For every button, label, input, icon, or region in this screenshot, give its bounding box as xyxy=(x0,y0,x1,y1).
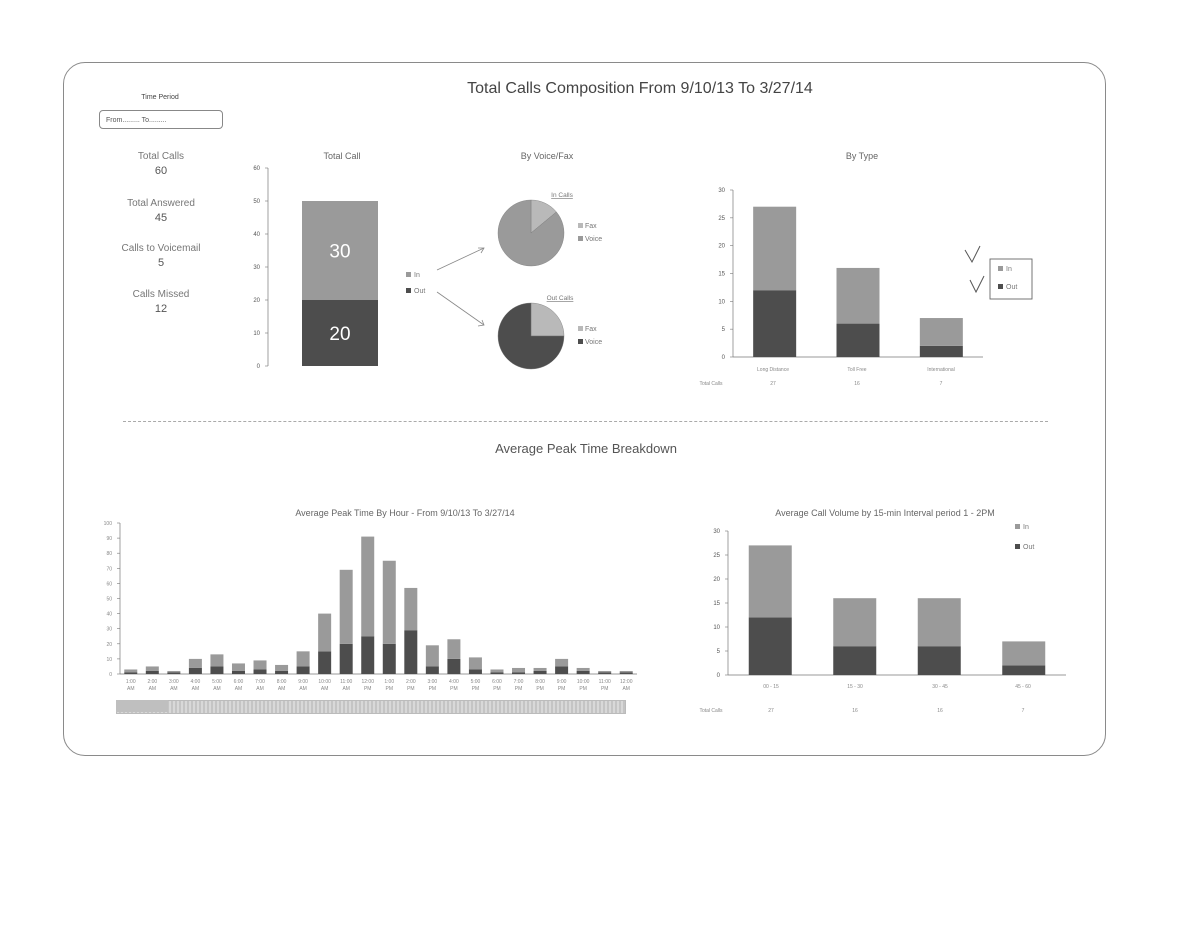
by-type-category-label: Long Distance xyxy=(757,367,789,373)
peak-hour-category-ampm: PM xyxy=(385,686,394,692)
peak-hour-bar-out xyxy=(232,671,245,674)
peak-hour-category-time: 5:00 xyxy=(212,679,222,685)
by-type-row-label: Total Calls xyxy=(699,381,723,387)
total-call-legend-in-swatch xyxy=(406,272,411,277)
peak-hour-category-ampm: AM xyxy=(320,686,329,692)
peak-hour-bar-out xyxy=(447,659,460,674)
by-type-legend-in-swatch xyxy=(998,266,1003,271)
interval-total-label: 7 xyxy=(1021,708,1025,714)
time-period-label: Time Period xyxy=(141,94,179,101)
peak-hour-category-time: 11:00 xyxy=(598,679,611,685)
peak-hour-category-time: 5:00 xyxy=(470,679,481,685)
by-type-legend-in-label: In xyxy=(1006,266,1012,273)
peak-hour-category-time: 8:00 xyxy=(535,679,545,685)
total-call-ytick-label: 20 xyxy=(253,298,260,304)
peak-hour-category-time: 12:00 xyxy=(361,679,374,685)
pie-legend-label: Voice xyxy=(585,236,603,243)
peak-hour-bar-out xyxy=(555,666,568,674)
by-type-total-label: 27 xyxy=(770,381,776,387)
by-type-bar-out xyxy=(920,346,963,357)
peak-hour-bar-in xyxy=(620,671,633,673)
stat-missed-label: Calls Missed xyxy=(132,289,190,300)
peak-hour-bar-in xyxy=(534,668,547,671)
peak-hour-category-ampm: PM xyxy=(600,686,609,692)
peak-hour-bar-in xyxy=(318,614,331,652)
by-type-ytick-label: 0 xyxy=(721,355,725,361)
interval-ytick-label: 5 xyxy=(716,649,720,655)
stat-voicemail-value: 5 xyxy=(157,257,165,269)
peak-hour-ytick-label: 50 xyxy=(106,596,112,603)
peak-hour-category-time: 6:00 xyxy=(492,679,502,685)
peak-hour-ytick-label: 90 xyxy=(106,536,112,543)
peak-hour-category-ampm: PM xyxy=(471,686,480,692)
by-type-ytick-label: 5 xyxy=(721,327,725,334)
peak-hour-bar-in xyxy=(383,561,396,644)
pie-slice-fax xyxy=(531,303,564,336)
interval-ytick-label: 25 xyxy=(713,553,720,559)
peak-hour-bar-in xyxy=(490,669,503,672)
total-call-ytick-label: 50 xyxy=(253,199,260,205)
interval-row-label: Total Calls xyxy=(699,708,723,714)
interval-chart-title: Average Call Volume by 15-min Interval period 1 - 2PM xyxy=(775,508,995,518)
handwritten-legend-box xyxy=(990,259,1032,299)
peak-hour-bar-out xyxy=(490,672,503,674)
peak-hour-category-ampm: AM xyxy=(127,686,135,692)
by-type-total-label: 16 xyxy=(854,381,860,387)
peak-hour-bar-out xyxy=(275,671,288,674)
by-type-ytick-label: 10 xyxy=(718,299,725,306)
by-type-ytick-label: 15 xyxy=(718,271,725,278)
peak-hour-bar-out xyxy=(620,672,633,674)
peak-hour-bar-out xyxy=(254,669,267,674)
stat-total-answered-label: Total Answered xyxy=(127,198,195,209)
interval-ytick-label: 30 xyxy=(713,529,720,535)
voice-fax-chart-title: By Voice/Fax xyxy=(520,151,574,161)
total-call-ytick-label: 30 xyxy=(253,265,260,271)
total-call-ytick-label: 10 xyxy=(253,331,260,337)
by-type-legend-out-label: Out xyxy=(1006,284,1018,291)
stat-total-answered-value: 45 xyxy=(154,212,168,224)
peak-hour-category-ampm: PM xyxy=(579,686,587,692)
interval-category-label: 30 - 45 xyxy=(932,684,948,690)
pie-legend-label: Voice xyxy=(585,339,603,346)
peak-hour-ytick-label: 100 xyxy=(103,521,112,527)
total-call-legend-in-label: In xyxy=(414,272,420,279)
peak-hour-category-time: 3:00 xyxy=(168,679,179,685)
peak-hour-category-ampm: AM xyxy=(213,686,221,692)
peak-hour-bar-out xyxy=(577,671,590,674)
peak-hour-bar-out xyxy=(167,672,180,674)
interval-ytick-label: 0 xyxy=(716,673,720,679)
peak-hour-category-time: 7:00 xyxy=(255,679,265,685)
total-call-chart-title: Total Call xyxy=(323,151,361,161)
peak-hour-category-time: 4:00 xyxy=(449,679,459,685)
peak-hour-category-time: 2:00 xyxy=(405,679,416,685)
interval-ytick-label: 20 xyxy=(713,577,720,583)
peak-hour-ytick-label: 70 xyxy=(106,566,112,573)
peak-hour-ytick-label: 80 xyxy=(106,551,112,558)
peak-hour-ytick-label: 0 xyxy=(109,672,112,678)
pie-legend-label: Fax xyxy=(585,223,597,230)
peak-hour-bar-out xyxy=(146,671,159,674)
stat-total-calls-value: 60 xyxy=(154,165,168,177)
by-type-bar-in xyxy=(753,207,796,291)
peak-hour-bar-in xyxy=(447,639,460,659)
peak-hour-bar-out xyxy=(361,636,374,674)
peak-hour-category-time: 6:00 xyxy=(233,679,244,685)
interval-bar-out xyxy=(1002,665,1045,675)
peak-hour-bar-in xyxy=(469,657,482,669)
peak-hour-bar-in xyxy=(404,588,417,630)
peak-hour-category-ampm: AM xyxy=(234,686,243,692)
peak-hour-bar-in xyxy=(189,659,202,668)
peak-hour-category-ampm: AM xyxy=(342,686,350,692)
peak-hour-category-time: 3:00 xyxy=(427,679,438,685)
peak-hour-category-time: 9:00 xyxy=(556,679,567,685)
peak-hour-category-time: 10:00 xyxy=(318,679,331,685)
pie-legend-swatch xyxy=(578,326,583,331)
page-title: Total Calls Composition From 9/10/13 To 3/27/14 xyxy=(467,80,813,97)
by-type-category-label: International xyxy=(927,367,955,373)
interval-bar-out xyxy=(918,646,961,675)
interval-category-label: 00 - 15 xyxy=(763,684,779,690)
pie-legend-swatch xyxy=(578,223,583,228)
peak-hour-category-ampm: AM xyxy=(277,686,286,692)
peak-hour-bar-in xyxy=(232,663,245,671)
interval-legend-in-swatch xyxy=(1015,524,1020,529)
peak-hour-category-time: 11:00 xyxy=(340,679,353,685)
interval-bar-in xyxy=(749,545,792,617)
peak-hour-category-time: 1:00 xyxy=(384,679,395,685)
interval-bar-out xyxy=(833,646,876,675)
peak-hour-bar-out xyxy=(124,672,137,674)
stat-total-calls-label: Total Calls xyxy=(137,151,185,162)
arrow-to-out-calls xyxy=(437,292,484,325)
interval-legend-out-swatch xyxy=(1015,544,1020,549)
by-type-total-label: 7 xyxy=(939,381,943,387)
interval-legend-in-label: In xyxy=(1023,524,1029,531)
peak-hour-bar-in xyxy=(426,645,439,666)
peak-hour-ytick-label: 40 xyxy=(106,611,112,618)
peak-hour-bar-in xyxy=(555,659,568,667)
arrow-to-in-calls xyxy=(437,248,484,270)
by-type-ytick-label: 20 xyxy=(718,243,725,250)
handwritten-check-in xyxy=(965,246,980,262)
peak-hour-category-time: 4:00 xyxy=(190,679,201,685)
interval-total-label: 27 xyxy=(768,708,774,714)
total-call-ytick-label: 0 xyxy=(256,364,260,370)
peak-hour-category-ampm: AM xyxy=(170,686,178,692)
peak-hour-category-time: 2:00 xyxy=(147,679,158,685)
by-type-bar-in xyxy=(837,268,880,324)
by-type-ytick-label: 25 xyxy=(718,215,725,222)
interval-category-label: 45 - 60 xyxy=(1015,684,1031,690)
interval-bar-out xyxy=(749,617,792,675)
peak-hour-category-ampm: PM xyxy=(536,686,544,692)
total-call-ytick-label: 40 xyxy=(253,232,260,238)
peak-hour-bar-in xyxy=(275,665,288,671)
peak-hour-bar-in xyxy=(146,666,159,671)
pie-legend-swatch xyxy=(578,236,583,241)
peak-hour-bar-in xyxy=(577,668,590,671)
total-call-legend-out-label: Out xyxy=(414,288,426,295)
peak-hour-bar-out xyxy=(598,672,611,674)
interval-bar-in xyxy=(1002,641,1045,665)
total-call-label-in: 30 xyxy=(329,241,351,263)
peak-hour-bar-out xyxy=(383,644,396,674)
peak-hour-category-ampm: AM xyxy=(299,686,307,692)
interval-total-label: 16 xyxy=(852,708,858,714)
peak-hour-bar-out xyxy=(404,630,417,674)
peak-hour-bar-out xyxy=(297,666,310,674)
peak-hour-category-ampm: AM xyxy=(622,686,630,692)
peak-hour-bar-in xyxy=(598,671,611,673)
handwritten-check-out xyxy=(970,276,984,292)
by-type-chart-title: By Type xyxy=(845,151,879,161)
peak-hour-category-ampm: AM xyxy=(256,686,264,692)
peak-hour-category-ampm: PM xyxy=(557,686,566,692)
peak-hour-bar-out xyxy=(340,644,353,674)
total-call-legend-out-swatch xyxy=(406,288,411,293)
peak-hour-bar-out xyxy=(426,666,439,674)
stat-missed-value: 12 xyxy=(154,303,168,315)
interval-ytick-label: 15 xyxy=(713,601,720,607)
peak-hour-bar-out xyxy=(210,666,223,674)
time-period-input[interactable]: From......... To......... xyxy=(99,110,223,129)
by-type-legend-out-swatch xyxy=(998,284,1003,289)
peak-hour-ytick-label: 60 xyxy=(106,581,112,588)
peak-hour-bar-out xyxy=(534,671,547,674)
total-call-label-out: 20 xyxy=(329,324,351,345)
by-type-bar-in xyxy=(920,318,963,346)
peak-hour-bar-out xyxy=(512,672,525,674)
interval-legend-out-label: Out xyxy=(1023,544,1035,551)
peak-hour-category-ampm: AM xyxy=(148,686,157,692)
peak-hour-bar-in xyxy=(512,668,525,673)
peak-hour-ytick-label: 20 xyxy=(106,641,112,648)
peak-hour-category-ampm: PM xyxy=(514,686,523,692)
peak-hour-chart-title: Average Peak Time By Hour - From 9/10/13 To 3/27/14 xyxy=(295,508,515,518)
interval-bar-in xyxy=(918,598,961,646)
peak-hour-category-ampm: PM xyxy=(428,686,437,692)
peak-hour-category-time: 7:00 xyxy=(513,679,524,685)
peak-hour-bar-in xyxy=(124,669,137,672)
pie-title-1: Out Calls xyxy=(546,295,574,302)
peak-hour-ytick-label: 10 xyxy=(106,656,112,663)
peak-hour-category-time: 8:00 xyxy=(276,679,287,685)
peak-hour-bar-in xyxy=(167,671,180,673)
peak-hour-bar-in xyxy=(210,654,223,666)
peak-hour-category-time: 12:00 xyxy=(619,679,633,685)
pie-title-0: In Calls xyxy=(551,192,573,199)
peak-hour-category-ampm: PM xyxy=(363,686,372,692)
peak-hour-category-ampm: AM xyxy=(191,686,200,692)
peak-hour-bar-out xyxy=(318,651,331,674)
total-call-ytick-label: 60 xyxy=(253,166,260,172)
peak-hour-bar-in xyxy=(340,570,353,644)
peak-hour-bar-in xyxy=(361,537,374,637)
interval-ytick-label: 10 xyxy=(713,625,720,631)
stat-voicemail-label: Calls to Voicemail xyxy=(121,243,201,254)
peak-hour-category-time: 9:00 xyxy=(298,679,308,685)
by-type-bar-out xyxy=(837,324,880,357)
by-type-bar-out xyxy=(753,290,796,357)
pie-legend-label: Fax xyxy=(585,326,597,333)
by-type-ytick-label: 30 xyxy=(718,188,725,194)
peak-hour-ytick-label: 30 xyxy=(106,626,112,633)
interval-category-label: 15 - 30 xyxy=(847,684,863,690)
peak-hour-category-time: 1:00 xyxy=(125,679,136,685)
peak-hour-bar-in xyxy=(254,660,267,669)
by-type-category-label: Toll Free xyxy=(847,367,867,373)
peak-hour-category-ampm: PM xyxy=(493,686,501,692)
peak-hour-bar-out xyxy=(189,668,202,674)
interval-bar-in xyxy=(833,598,876,646)
peak-hour-category-time: 10:00 xyxy=(576,679,590,685)
peak-hour-bar-in xyxy=(297,651,310,666)
peak-hour-category-ampm: PM xyxy=(450,686,458,692)
section-title: Average Peak Time Breakdown xyxy=(495,441,677,456)
interval-total-label: 16 xyxy=(937,708,943,714)
pie-legend-swatch xyxy=(578,339,583,344)
peak-hour-category-ampm: PM xyxy=(407,686,415,692)
peak-hour-bar-out xyxy=(469,669,482,674)
